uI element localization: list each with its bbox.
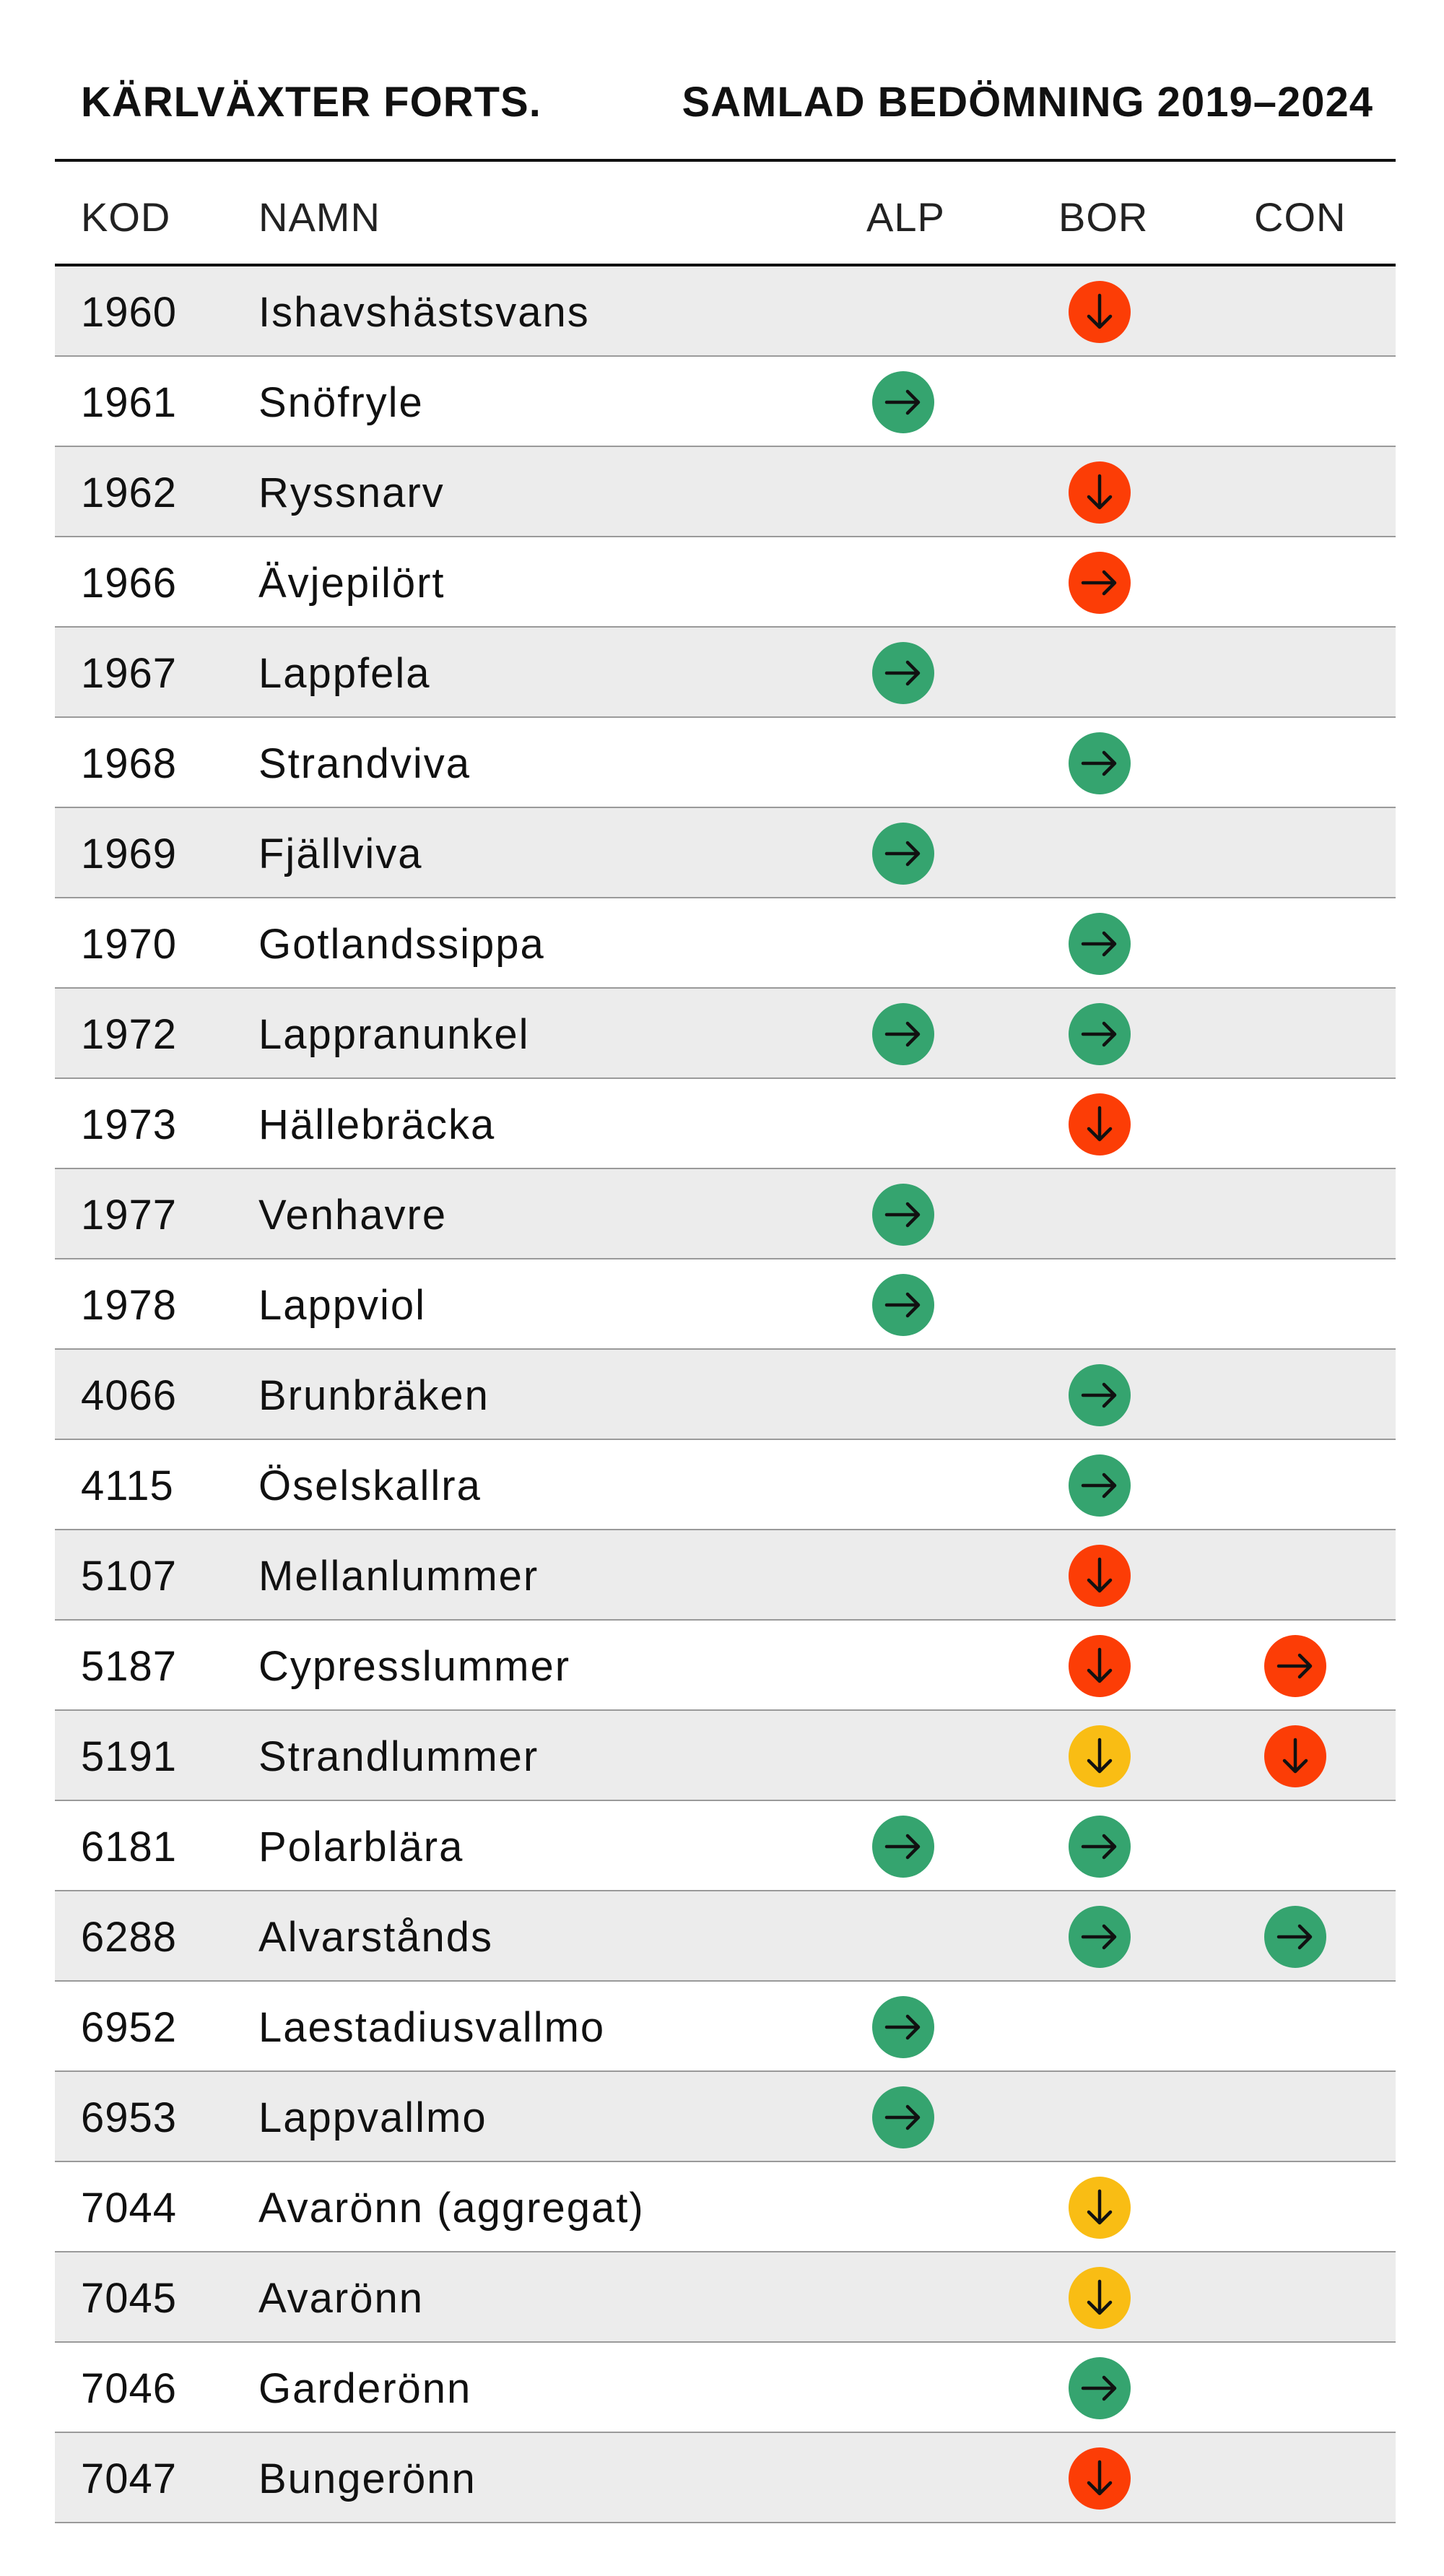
table-body (55, 266, 1396, 2523)
table-row (55, 808, 1396, 898)
cell-bor (1069, 1454, 1131, 1517)
arrow-right-icon (1069, 2357, 1131, 2419)
table-row (55, 266, 1396, 357)
table-row (55, 357, 1396, 447)
cell-bor (1069, 2357, 1131, 2419)
row-kod: 1967 (81, 650, 178, 697)
arrow-down-icon (1069, 461, 1131, 524)
status-indicator-green-right (872, 1003, 934, 1065)
cell-bor (1069, 552, 1131, 614)
arrow-down-icon (1069, 2267, 1131, 2329)
cell-alp (872, 1093, 934, 1155)
cell-alp (872, 2447, 934, 2510)
row-namn: Ävjepilört (258, 560, 445, 607)
cell-con (1264, 732, 1326, 794)
cell-con (1264, 2357, 1326, 2419)
cell-con (1264, 642, 1326, 704)
table-row (55, 447, 1396, 537)
row-namn: Polarblära (258, 1823, 464, 1870)
row-kod: 1970 (81, 921, 178, 968)
table-row (55, 1079, 1396, 1169)
table-row (55, 1711, 1396, 1801)
cell-bor (1069, 281, 1131, 343)
cell-bor (1069, 1003, 1131, 1065)
arrow-right-icon (1069, 1816, 1131, 1878)
table-row (55, 628, 1396, 718)
table-row (55, 1801, 1396, 1891)
row-namn: Öselskallra (258, 1462, 482, 1509)
cell-alp (872, 552, 934, 614)
status-indicator-green-right (1069, 1816, 1131, 1878)
column-header-namn: NAMN (258, 194, 380, 240)
cell-alp (872, 371, 934, 433)
row-kod: 1972 (81, 1011, 178, 1058)
arrow-down-icon (1069, 1545, 1131, 1607)
cell-con (1264, 281, 1326, 343)
table-header (55, 162, 1396, 264)
status-indicator-green-right (872, 1816, 934, 1878)
row-namn: Brunbräken (258, 1372, 490, 1419)
cell-con (1264, 2086, 1326, 2148)
arrow-right-icon (872, 1274, 934, 1336)
cell-alp (872, 1274, 934, 1336)
cell-con (1264, 1545, 1326, 1607)
cell-alp (872, 2086, 934, 2148)
cell-con (1264, 1003, 1326, 1065)
cell-bor (1069, 2086, 1131, 2148)
cell-alp (872, 1635, 934, 1697)
status-indicator-red-down (1069, 281, 1131, 343)
arrow-right-icon (1069, 552, 1131, 614)
table-row (55, 1621, 1396, 1711)
arrow-right-icon (872, 1184, 934, 1246)
table-row (55, 1350, 1396, 1440)
cell-bor (1069, 1816, 1131, 1878)
table-row (55, 1440, 1396, 1530)
row-kod: 6953 (81, 2094, 178, 2141)
table-row (55, 898, 1396, 989)
table-row (55, 537, 1396, 628)
status-indicator-red-down (1069, 461, 1131, 524)
row-namn: Gotlandssippa (258, 921, 545, 968)
row-kod: 1962 (81, 469, 178, 516)
arrow-down-icon (1264, 1725, 1326, 1787)
status-indicator-green-right (1069, 1906, 1131, 1968)
cell-alp (872, 1003, 934, 1065)
status-indicator-green-right (1069, 1364, 1131, 1426)
row-namn: Avarönn (aggregat) (258, 2185, 645, 2232)
row-namn: Garderönn (258, 2365, 472, 2412)
cell-alp (872, 2267, 934, 2329)
status-indicator-red-down (1069, 1093, 1131, 1155)
row-kod: 1968 (81, 740, 178, 787)
cell-con (1264, 1364, 1326, 1426)
row-namn: Venhavre (258, 1192, 448, 1239)
arrow-right-icon (872, 1996, 934, 2058)
row-kod: 1969 (81, 831, 178, 877)
table-row (55, 2162, 1396, 2252)
cell-bor (1069, 2267, 1131, 2329)
cell-bor (1069, 732, 1131, 794)
arrow-right-icon (872, 1003, 934, 1065)
status-indicator-green-right (1069, 2357, 1131, 2419)
arrow-right-icon (872, 1816, 934, 1878)
cell-alp (872, 1906, 934, 1968)
cell-con (1264, 1816, 1326, 1878)
column-header-alp: ALP (866, 194, 945, 240)
row-namn: Alvarstånds (258, 1914, 494, 1961)
column-header-con: CON (1254, 194, 1347, 240)
status-indicator-red-down (1264, 1725, 1326, 1787)
row-namn: Hällebräcka (258, 1101, 496, 1148)
cell-alp (872, 732, 934, 794)
row-kod: 1977 (81, 1192, 178, 1239)
cell-bor (1069, 2447, 1131, 2510)
arrow-right-icon (872, 2086, 934, 2148)
cell-alp (872, 913, 934, 975)
status-indicator-yellow-down (1069, 1725, 1131, 1787)
arrow-right-icon (1069, 1003, 1131, 1065)
table-row (55, 2343, 1396, 2433)
status-indicator-green-right (872, 371, 934, 433)
row-namn: Fjällviva (258, 831, 423, 877)
cell-alp (872, 1184, 934, 1246)
cell-con (1264, 371, 1326, 433)
row-kod: 4066 (81, 1372, 178, 1419)
arrow-right-icon (1069, 1906, 1131, 1968)
row-kod: 1961 (81, 379, 178, 426)
arrow-down-icon (1069, 1725, 1131, 1787)
row-namn: Bungerönn (258, 2455, 477, 2502)
status-indicator-red-down (1069, 1545, 1131, 1607)
cell-bor (1069, 642, 1131, 704)
status-indicator-green-right (1069, 1454, 1131, 1517)
cell-con (1264, 1454, 1326, 1517)
cell-con (1264, 2267, 1326, 2329)
row-namn: Mellanlummer (258, 1553, 539, 1600)
cell-con (1264, 552, 1326, 614)
cell-con (1264, 1274, 1326, 1336)
column-header-kod: KOD (81, 194, 171, 240)
cell-alp (872, 1364, 934, 1426)
status-indicator-red-down (1069, 2447, 1131, 2510)
row-namn: Lappviol (258, 1282, 427, 1329)
assessment-title: SAMLAD BEDÖMNING 2019–2024 (682, 79, 1373, 126)
arrow-down-icon (1069, 2177, 1131, 2239)
arrow-down-icon (1069, 1635, 1131, 1697)
table-row (55, 2072, 1396, 2162)
status-indicator-green-right (872, 1184, 934, 1246)
row-namn: Lappranunkel (258, 1011, 530, 1058)
cell-alp (872, 823, 934, 885)
page-heading (81, 78, 1373, 136)
cell-bor (1069, 1364, 1131, 1426)
arrow-down-icon (1069, 1093, 1131, 1155)
arrow-right-icon (1069, 913, 1131, 975)
cell-con (1264, 461, 1326, 524)
table-row (55, 1982, 1396, 2072)
row-kod: 5191 (81, 1733, 178, 1780)
status-indicator-green-right (1069, 913, 1131, 975)
cell-alp (872, 281, 934, 343)
status-indicator-red-right (1264, 1635, 1326, 1697)
status-indicator-red-right (1069, 552, 1131, 614)
table-row (55, 2433, 1396, 2523)
table-row (55, 989, 1396, 1079)
row-kod: 1973 (81, 1101, 178, 1148)
column-header-bor: BOR (1058, 194, 1149, 240)
row-namn: Ishavshästsvans (258, 289, 590, 336)
arrow-right-icon (872, 823, 934, 885)
cell-con (1264, 823, 1326, 885)
cell-bor (1069, 1184, 1131, 1246)
row-kod: 1966 (81, 560, 178, 607)
row-kod: 5187 (81, 1643, 178, 1690)
arrow-right-icon (872, 642, 934, 704)
cell-con (1264, 1635, 1326, 1697)
cell-alp (872, 2177, 934, 2239)
cell-alp (872, 1725, 934, 1787)
status-indicator-green-right (872, 642, 934, 704)
cell-bor (1069, 461, 1131, 524)
arrow-right-icon (872, 371, 934, 433)
row-namn: Avarönn (258, 2275, 424, 2322)
cell-bor (1069, 1093, 1131, 1155)
cell-con (1264, 1184, 1326, 1246)
row-kod: 6181 (81, 1823, 178, 1870)
cell-con (1264, 2447, 1326, 2510)
cell-bor (1069, 371, 1131, 433)
cell-alp (872, 2357, 934, 2419)
cell-alp (872, 1996, 934, 2058)
arrow-down-icon (1069, 281, 1131, 343)
cell-con (1264, 2177, 1326, 2239)
arrow-right-icon (1264, 1906, 1326, 1968)
row-kod: 7046 (81, 2365, 178, 2412)
cell-bor (1069, 1996, 1131, 2058)
cell-bor (1069, 2177, 1131, 2239)
status-indicator-yellow-down (1069, 2177, 1131, 2239)
cell-con (1264, 913, 1326, 975)
row-namn: Ryssnarv (258, 469, 445, 516)
status-indicator-green-right (872, 1996, 934, 2058)
row-kod: 6952 (81, 2004, 178, 2051)
section-title: KÄRLVÄXTER FORTS. (81, 79, 542, 126)
cell-alp (872, 461, 934, 524)
row-namn: Snöfryle (258, 379, 424, 426)
row-kod: 7047 (81, 2455, 178, 2502)
arrow-right-icon (1069, 1454, 1131, 1517)
row-namn: Cypresslummer (258, 1643, 571, 1690)
status-indicator-green-right (1264, 1906, 1326, 1968)
row-kod: 7045 (81, 2275, 178, 2322)
table-row (55, 1169, 1396, 1259)
cell-bor (1069, 1635, 1131, 1697)
cell-con (1264, 1093, 1326, 1155)
row-namn: Strandviva (258, 740, 471, 787)
status-indicator-green-right (1069, 1003, 1131, 1065)
status-indicator-green-right (872, 2086, 934, 2148)
status-indicator-green-right (1069, 732, 1131, 794)
row-kod: 7044 (81, 2185, 178, 2232)
row-kod: 6288 (81, 1914, 178, 1961)
status-indicator-yellow-down (1069, 2267, 1131, 2329)
cell-alp (872, 1545, 934, 1607)
table-row (55, 1891, 1396, 1982)
arrow-down-icon (1069, 2447, 1131, 2510)
row-namn: Strandlummer (258, 1733, 539, 1780)
row-namn: Lappfela (258, 650, 431, 697)
table-row (55, 2252, 1396, 2343)
table-row (55, 1259, 1396, 1350)
row-namn: Laestadiusvallmo (258, 2004, 606, 2051)
cell-bor (1069, 1545, 1131, 1607)
row-kod: 5107 (81, 1553, 178, 1600)
table-row (55, 1530, 1396, 1621)
cell-con (1264, 1906, 1326, 1968)
cell-alp (872, 1454, 934, 1517)
arrow-right-icon (1264, 1635, 1326, 1697)
row-kod: 1978 (81, 1282, 178, 1329)
cell-alp (872, 1816, 934, 1878)
status-indicator-green-right (872, 1274, 934, 1336)
cell-bor (1069, 1274, 1131, 1336)
status-indicator-red-down (1069, 1635, 1131, 1697)
row-kod: 1960 (81, 289, 178, 336)
cell-con (1264, 1996, 1326, 2058)
row-kod: 4115 (81, 1462, 174, 1509)
cell-bor (1069, 1725, 1131, 1787)
arrow-right-icon (1069, 1364, 1131, 1426)
cell-bor (1069, 913, 1131, 975)
cell-bor (1069, 1906, 1131, 1968)
cell-bor (1069, 823, 1131, 885)
arrow-right-icon (1069, 732, 1131, 794)
status-indicator-green-right (872, 823, 934, 885)
row-namn: Lappvallmo (258, 2094, 487, 2141)
cell-con (1264, 1725, 1326, 1787)
cell-alp (872, 642, 934, 704)
table-row (55, 718, 1396, 808)
